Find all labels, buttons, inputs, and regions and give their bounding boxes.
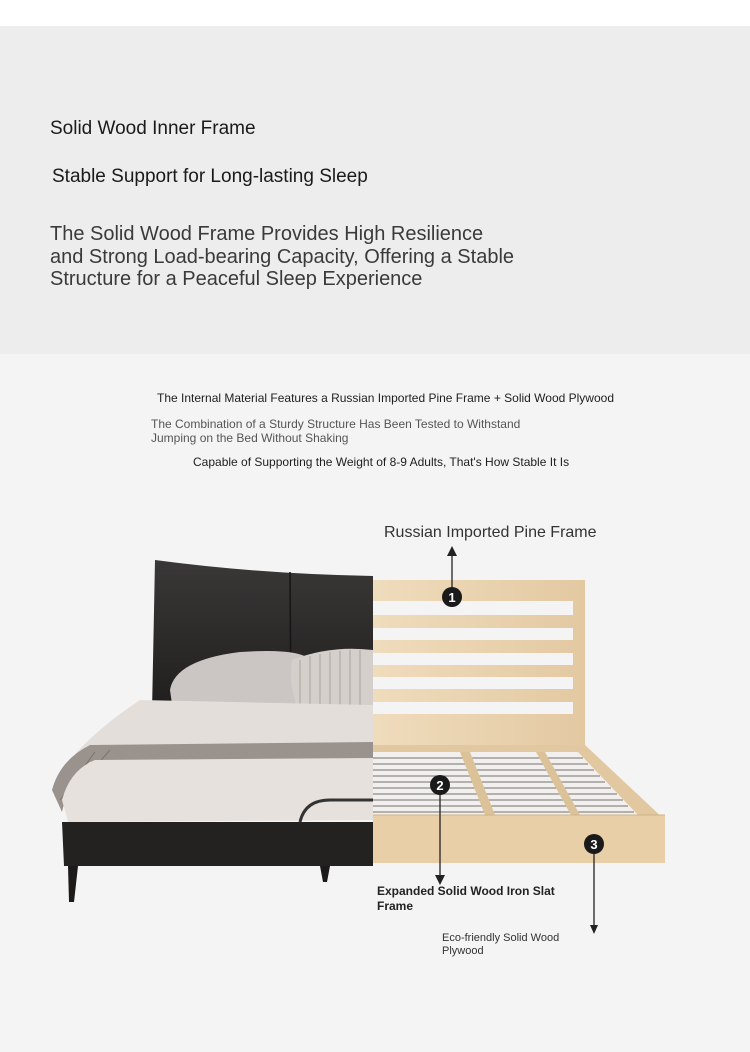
- structure-info-text: The Combination of a Sturdy Structure Has Been Tested to Withstand Jumping on the Bed Without Shaking: [151, 417, 521, 445]
- callout-3-marker: [584, 834, 604, 934]
- callout-1-number: 1: [448, 590, 456, 605]
- callout-3-number: 3: [590, 837, 598, 852]
- pine-frame-cutaway: [373, 580, 665, 863]
- callout-1-label: Russian Imported Pine Frame: [384, 524, 597, 541]
- section-description: The Solid Wood Frame Provides High Resilience and Strong Load-bearing Capacity, Offering a Stable Structure for a Peaceful Sleep Experience: [50, 223, 515, 290]
- callout-2-number: 2: [436, 778, 444, 793]
- section-title: Solid Wood Inner Frame: [50, 118, 256, 139]
- bed-photo: [52, 560, 373, 902]
- capacity-info-text: Capable of Supporting the Weight of 8-9 Adults, That's How Stable It Is: [193, 455, 570, 469]
- callout-3-label: Eco-friendly Solid Wood Plywood: [442, 932, 560, 957]
- material-info-text: The Internal Material Features a Russian Imported Pine Frame + Solid Wood Plywood: [157, 391, 614, 405]
- callout-2-label: Expanded Solid Wood Iron Slat Frame: [377, 884, 555, 913]
- callout-1-marker: [442, 546, 462, 607]
- section-subtitle: Stable Support for Long-lasting Sleep: [52, 166, 368, 187]
